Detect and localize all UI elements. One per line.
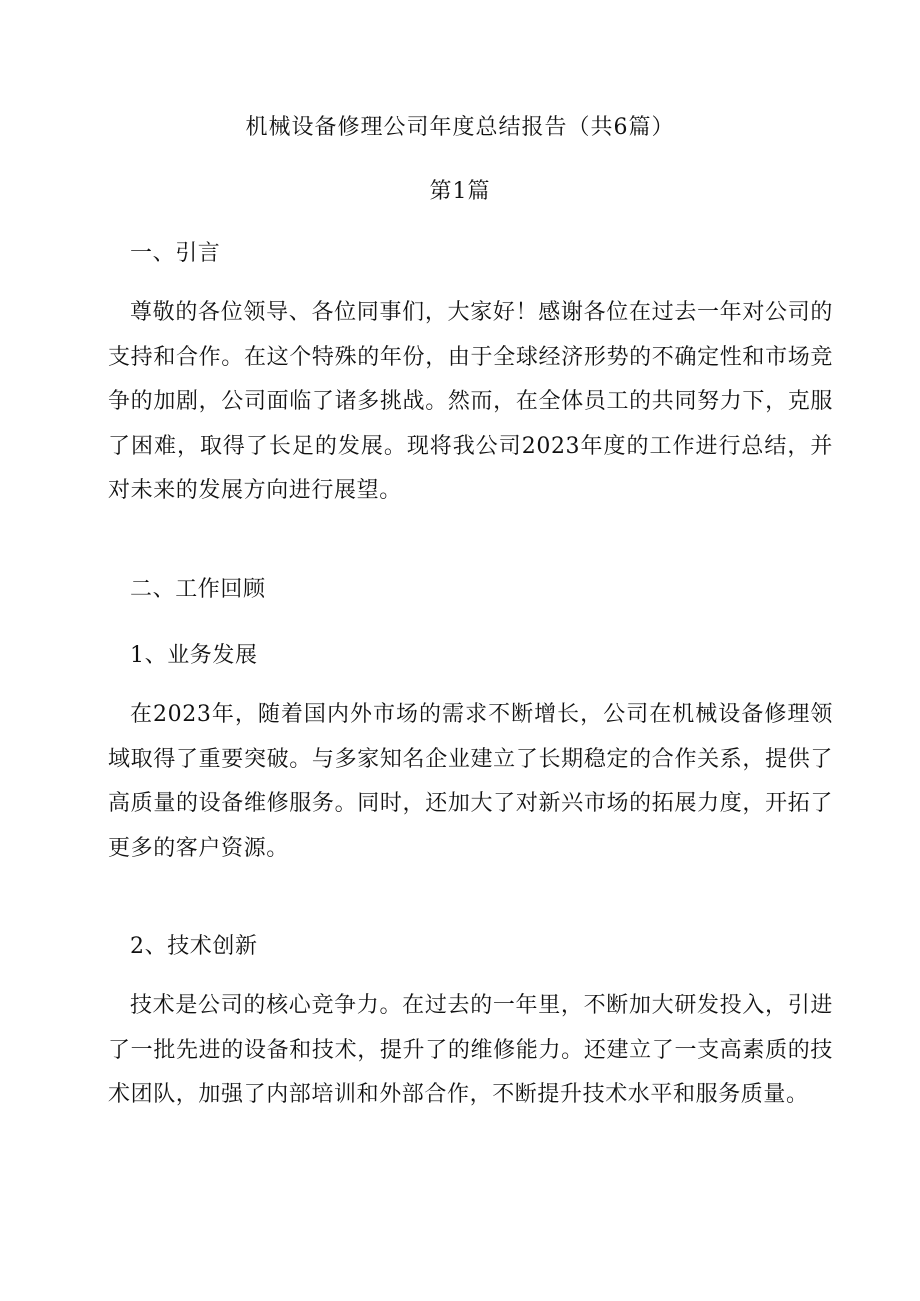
section-heading-work-review: 二、工作回顾: [130, 577, 266, 602]
part-label: 第1篇: [429, 179, 491, 204]
document-title: 机械设备修理公司年度总结报告（共6篇）: [245, 115, 675, 140]
paragraph-introduction: 尊敬的各位领导、各位同事们，大家好！感谢各位在过去一年对公司的支持和合作。在这个特殊的年份，由于全球经济形势的不确定性和市场竞争的加剧，公司面临了诸多挑战。然而，在全体员工的共同努力下，克服了困难，取得了长足的发展。现将我公司2023年度的工作进行总结，并对未来的发展方向进行展望。: [108, 300, 833, 503]
subsection-heading-technical-innovation: 2、技术创新: [130, 934, 258, 959]
paragraph-business-development: 在2023年，随着国内外市场的需求不断增长，公司在机械设备修理领域取得了重要突破。与多家知名企业建立了长期稳定的合作关系，提供了高质量的设备维修服务。同时，还加大了对新兴市场的拓展力度，开拓了更多的客户资源。: [108, 702, 833, 861]
paragraph-technical-innovation: 技术是公司的核心竞争力。在过去的一年里，不断加大研发投入，引进了一批先进的设备和技术，提升了的维修能力。还建立了一支高素质的技术团队，加强了内部培训和外部合作，不断提升技术水平和服务质量。: [108, 993, 833, 1107]
section-heading-introduction: 一、引言: [130, 241, 221, 266]
subsection-heading-business-development: 1、业务发展: [130, 643, 258, 668]
